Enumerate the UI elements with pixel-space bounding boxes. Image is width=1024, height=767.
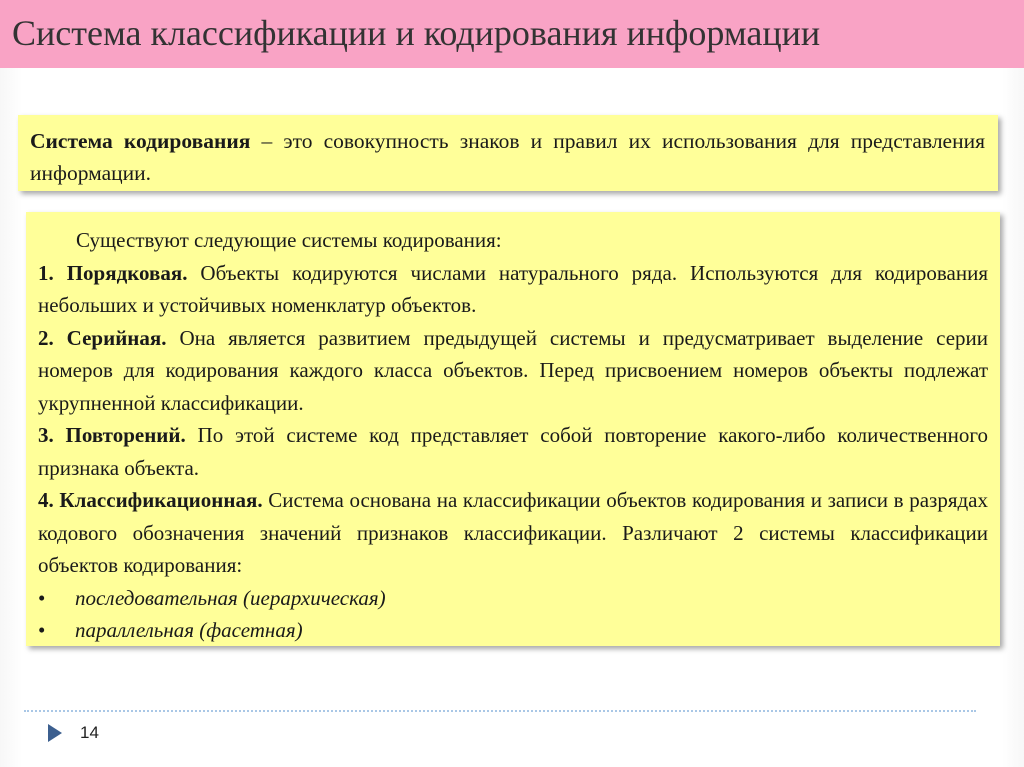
list-item-label: 4. Классификационная. — [38, 488, 263, 512]
bullet-item-sequential — [38, 582, 988, 615]
definition-text — [30, 125, 985, 189]
definition-box — [18, 115, 998, 191]
bullet-icon: • — [38, 585, 46, 610]
bullet-text: параллельная (фасетная) — [75, 618, 303, 642]
triangle-right-icon — [48, 724, 62, 742]
list-item-label: 3. Повторений. — [38, 423, 186, 447]
page-number: 14 — [80, 723, 99, 742]
footer-divider — [24, 710, 976, 712]
bullet-item-parallel — [38, 614, 988, 647]
list-item-ordinal — [38, 257, 988, 322]
list-item-text: По этой системе код представляет собой повторение какого-либо количественного признака объекта. — [38, 423, 988, 480]
list-item-text: Объекты кодируются числами натурального ряда. Используются для кодирования небольших и устойчивых номенклатур объектов. — [38, 260, 988, 317]
bullet-icon: • — [38, 618, 46, 642]
list-item-repetition — [38, 419, 988, 484]
list-intro: Существуют следующие системы кодирования: — [76, 228, 502, 252]
list-item-text: Она является развитием предыдущей системы и предусматривает выделение серии номеров для кодирования каждого класса объектов. Перед присвоением номеров объекты подлежат укрупненной классификации. — [38, 325, 988, 415]
slide-title: Система классификации и кодирования информации — [12, 13, 821, 53]
list-item-label: 1. Порядковая. — [38, 260, 188, 285]
list-item-serial — [38, 322, 988, 420]
right-side-band — [1002, 68, 1024, 767]
list-item-label: 2. Серийная. — [38, 325, 167, 350]
title-bar — [0, 0, 1024, 68]
coding-systems-box — [26, 212, 1000, 646]
list-item-text: Система основана на классификации объектов кодирования и записи в разрядах кодового обозначения значений признаков классификации. Различают 2 системы классификации объектов кодирования: — [38, 488, 989, 577]
definition-term: Система кодирования — [30, 129, 251, 153]
definition-body: – это совокупность знаков и правил их использования для представления информации. — [30, 129, 985, 185]
bullet-text: последовательная (иерархическая) — [75, 585, 386, 610]
list-item-classification — [38, 484, 988, 582]
coding-systems-list — [38, 224, 988, 647]
